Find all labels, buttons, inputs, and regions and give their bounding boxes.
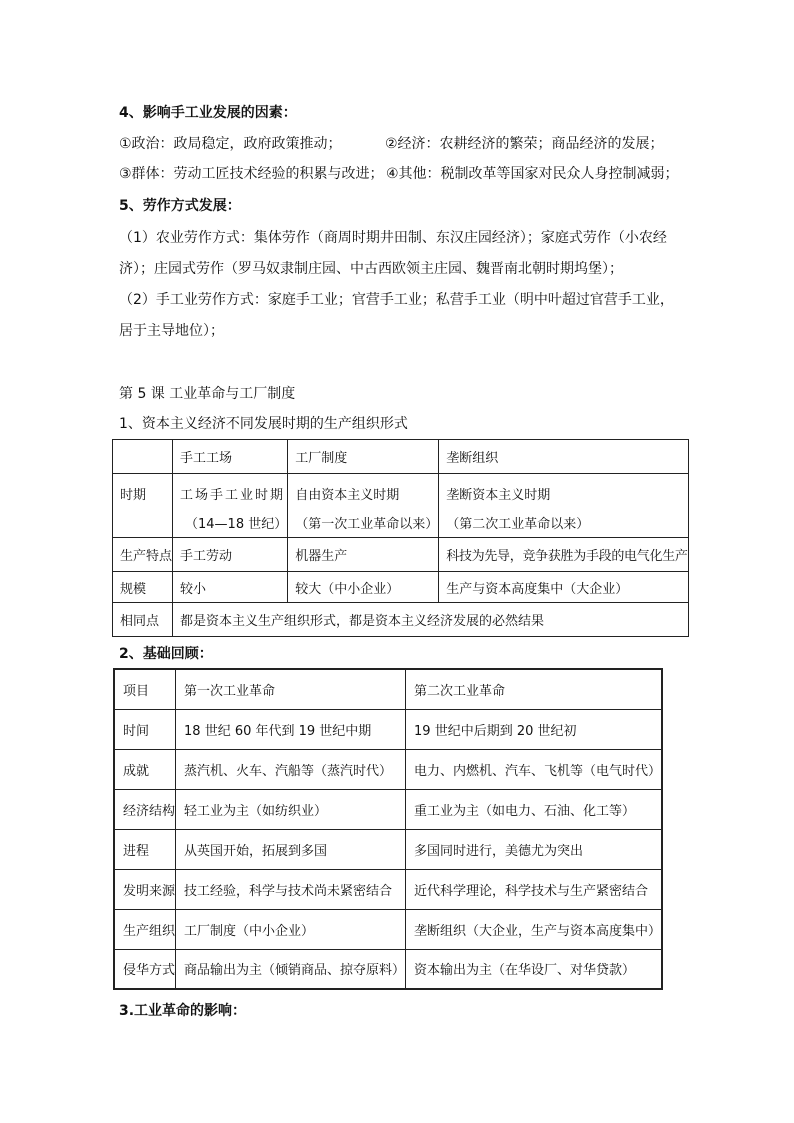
row-label: 生产组织 bbox=[114, 909, 176, 949]
table-header-row bbox=[114, 669, 662, 709]
row-label: 成就 bbox=[114, 749, 176, 789]
section5-heading: 5、劳作方式发展： bbox=[119, 198, 241, 214]
factor-people: ③群体：劳动工匠技术经验的积累与改进； bbox=[119, 166, 384, 182]
table-cell bbox=[113, 440, 173, 474]
table-row bbox=[114, 749, 662, 789]
cell-main: 工场手工业时期 bbox=[180, 488, 286, 503]
table-header: 工厂制度 bbox=[288, 440, 439, 474]
row-label: 进程 bbox=[114, 829, 176, 869]
table-cell: 蒸汽机、火车、汽船等（蒸汽时代） bbox=[176, 749, 406, 789]
row-label: 生产特点 bbox=[113, 538, 173, 572]
row-label: 时期 bbox=[113, 474, 173, 538]
table-row bbox=[114, 949, 662, 989]
table-cell: 较大（中小企业） bbox=[288, 572, 439, 603]
lesson-title: 第 5 课 工业革命与工厂制度 bbox=[119, 386, 296, 402]
table-row bbox=[114, 909, 662, 949]
table-cell bbox=[288, 474, 439, 538]
table-header: 第二次工业革命 bbox=[406, 669, 663, 709]
table-cell: 多国同时进行，美德尤为突出 bbox=[406, 829, 663, 869]
table-cell: 资本输出为主（在华设厂、对华贷款） bbox=[406, 949, 663, 989]
table-cell: 电力、内燃机、汽车、飞机等（电气时代） bbox=[406, 749, 663, 789]
table-row bbox=[113, 538, 689, 572]
production-forms-table bbox=[112, 439, 689, 637]
table-cell: 生产与资本高度集中（大企业） bbox=[439, 572, 688, 603]
craft-line-2: 居于主导地位）； bbox=[119, 323, 224, 339]
agri-line-2: 济）；庄园式劳作（罗马奴隶制庄园、中古西欧领主庄园、魏晋南北朝时期坞堡）； bbox=[119, 261, 623, 277]
table-header: 第一次工业革命 bbox=[176, 669, 406, 709]
table-header: 项目 bbox=[114, 669, 176, 709]
row-label: 规模 bbox=[113, 572, 173, 603]
cell-sub: （第一次工业革命以来） bbox=[295, 517, 439, 532]
table-cell: 工厂制度（中小企业） bbox=[176, 909, 406, 949]
table-cell bbox=[173, 474, 288, 538]
row-label: 相同点 bbox=[113, 603, 173, 637]
table-header: 垄断组织 bbox=[439, 440, 688, 474]
table-cell: 科技为先导，竞争获胜为手段的电气化生产 bbox=[439, 538, 688, 572]
table-cell: 技工经验，科学与技术尚未紧密结合 bbox=[176, 869, 406, 909]
table-header-row bbox=[113, 440, 689, 474]
agri-line-1: （1）农业劳作方式：集体劳作（商周时期井田制、东汉庄园经济）；家庭式劳作（小农经 bbox=[119, 230, 667, 246]
subheading-2: 2、基础回顾： bbox=[119, 646, 213, 662]
table-row bbox=[113, 603, 689, 637]
table-cell: 近代科学理论，科学技术与生产紧密结合 bbox=[406, 869, 663, 909]
table-cell: 从英国开始，拓展到多国 bbox=[176, 829, 406, 869]
factor-politics: ①政治：政局稳定，政府政策推动； bbox=[119, 136, 342, 152]
table-row bbox=[114, 829, 662, 869]
table-cell: 轻工业为主（如纺织业） bbox=[176, 789, 406, 829]
factor-other: ④其他：税制改革等国家对民众人身控制减弱； bbox=[386, 166, 679, 182]
industrial-revolution-table bbox=[113, 668, 663, 990]
subheading-3: 3.工业革命的影响： bbox=[119, 1003, 247, 1019]
table-cell: 机器生产 bbox=[288, 538, 439, 572]
table-row bbox=[114, 789, 662, 829]
cell-main: 垄断资本主义时期 bbox=[446, 488, 551, 503]
table-cell: 都是资本主义生产组织形式，都是资本主义经济发展的必然结果 bbox=[173, 603, 689, 637]
table-cell: 19 世纪中后期到 20 世纪初 bbox=[406, 709, 663, 749]
cell-sub: （第二次工业革命以来） bbox=[446, 517, 590, 532]
subheading-1: 1、资本主义经济不同发展时期的生产组织形式 bbox=[119, 416, 408, 432]
table-row bbox=[114, 869, 662, 909]
cell-main: 自由资本主义时期 bbox=[295, 488, 400, 503]
cell-sub: （14—18 世纪） bbox=[185, 517, 288, 532]
factor-economy: ②经济：农耕经济的繁荣；商品经济的发展； bbox=[385, 136, 664, 152]
craft-line-1: （2）手工业劳作方式：家庭手工业；官营手工业；私营手工业（明中叶超过官营手工业， bbox=[119, 292, 674, 308]
table-row bbox=[113, 572, 689, 603]
table-row bbox=[113, 474, 689, 538]
table-cell: 商品输出为主（倾销商品、掠夺原料） bbox=[176, 949, 406, 989]
table-cell: 重工业为主（如电力、石油、化工等） bbox=[406, 789, 663, 829]
row-label: 侵华方式 bbox=[114, 949, 176, 989]
row-label: 发明来源 bbox=[114, 869, 176, 909]
table-cell bbox=[439, 474, 688, 538]
row-label: 经济结构 bbox=[114, 789, 176, 829]
table-cell: 较小 bbox=[173, 572, 288, 603]
table-cell: 手工劳动 bbox=[173, 538, 288, 572]
table-row bbox=[114, 709, 662, 749]
table-cell: 垄断组织（大企业，生产与资本高度集中） bbox=[406, 909, 663, 949]
section4-heading: 4、影响手工业发展的因素： bbox=[119, 105, 297, 121]
table-cell: 18 世纪 60 年代到 19 世纪中期 bbox=[176, 709, 406, 749]
table-header: 手工工场 bbox=[173, 440, 288, 474]
row-label: 时间 bbox=[114, 709, 176, 749]
